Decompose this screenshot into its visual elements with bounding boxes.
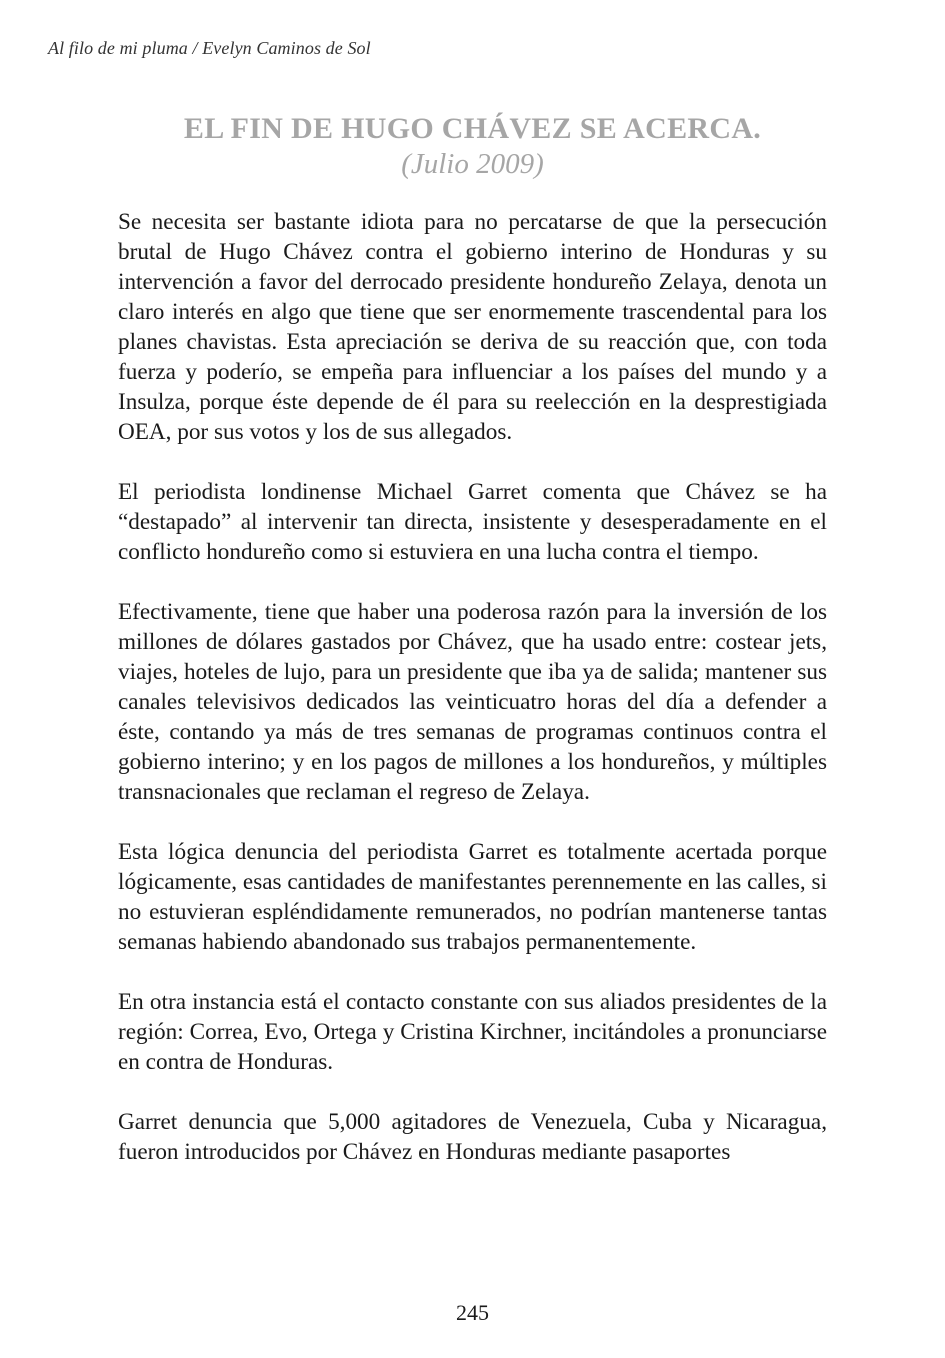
paragraph: Garret denuncia que 5,000 agitadores de Venezuela, Cuba y Nicaragua, fueron introducidos por Chávez en Honduras mediante pasaportes: [118, 1109, 827, 1165]
article-date: (Julio 2009): [401, 148, 544, 180]
running-header: Al filo de mi pluma / Evelyn Caminos de Sol: [48, 38, 371, 58]
paragraph: El periodista londinense Michael Garret comenta que Chávez se ha “destapado” al intervenir tan directa, insistente y desesperadamente en el conflicto hondureño como si estuviera en una lucha contra el tiempo.: [118, 479, 827, 565]
article-title: EL FIN DE HUGO CHÁVEZ SE ACERCA.: [183, 112, 762, 145]
paragraph: En otra instancia está el contacto constante con sus aliados presidentes de la región: Correa, Evo, Ortega y Cristina Kirchner, incitándoles a pronunciarse en contra de Honduras.: [118, 989, 827, 1075]
paragraph: Efectivamente, tiene que haber una poderosa razón para la inversión de los millones de dólares gastados por Chávez, que ha usado entre: costear jets, viajes, hoteles de lujo, para un presidente que iba ya de salida; mantener sus canales televisivos dedicados las veinticuatro horas del día a defender a éste, contando ya más de tres semanas de programas continuos contra el gobierno interino; y en los pagos de millones a los hondureños, y múltiples transnacionales que reclaman el regreso de Zelaya.: [118, 599, 827, 805]
paragraph: Esta lógica denuncia del periodista Garret es totalmente acertada porque lógicamente, esas cantidades de manifestantes perennemente en las calles, si no estuvieran espléndidamente remunerados, no podrían mantenerse tantas semanas habiendo abandonado sus trabajos permanentemente.: [118, 839, 827, 955]
paragraph: Se necesita ser bastante idiota para no percatarse de que la persecución brutal de Hugo Chávez contra el gobierno interino de Honduras y su intervención a favor del derrocado presidente hondureño Zelaya, denota un claro interés en algo que tiene que ser enormemente trascendental para los planes chavistas. Esta apreciación se deriva de su reacción que, con toda fuerza y poderío, se empeña para influenciar a los países del mundo y a Insulza, porque éste depende de él para su reelección en la desprestigiada OEA, por sus votos y los de sus allegados.: [118, 209, 827, 445]
page-number: 245: [456, 1300, 489, 1325]
article-body: [118, 207, 827, 1197]
